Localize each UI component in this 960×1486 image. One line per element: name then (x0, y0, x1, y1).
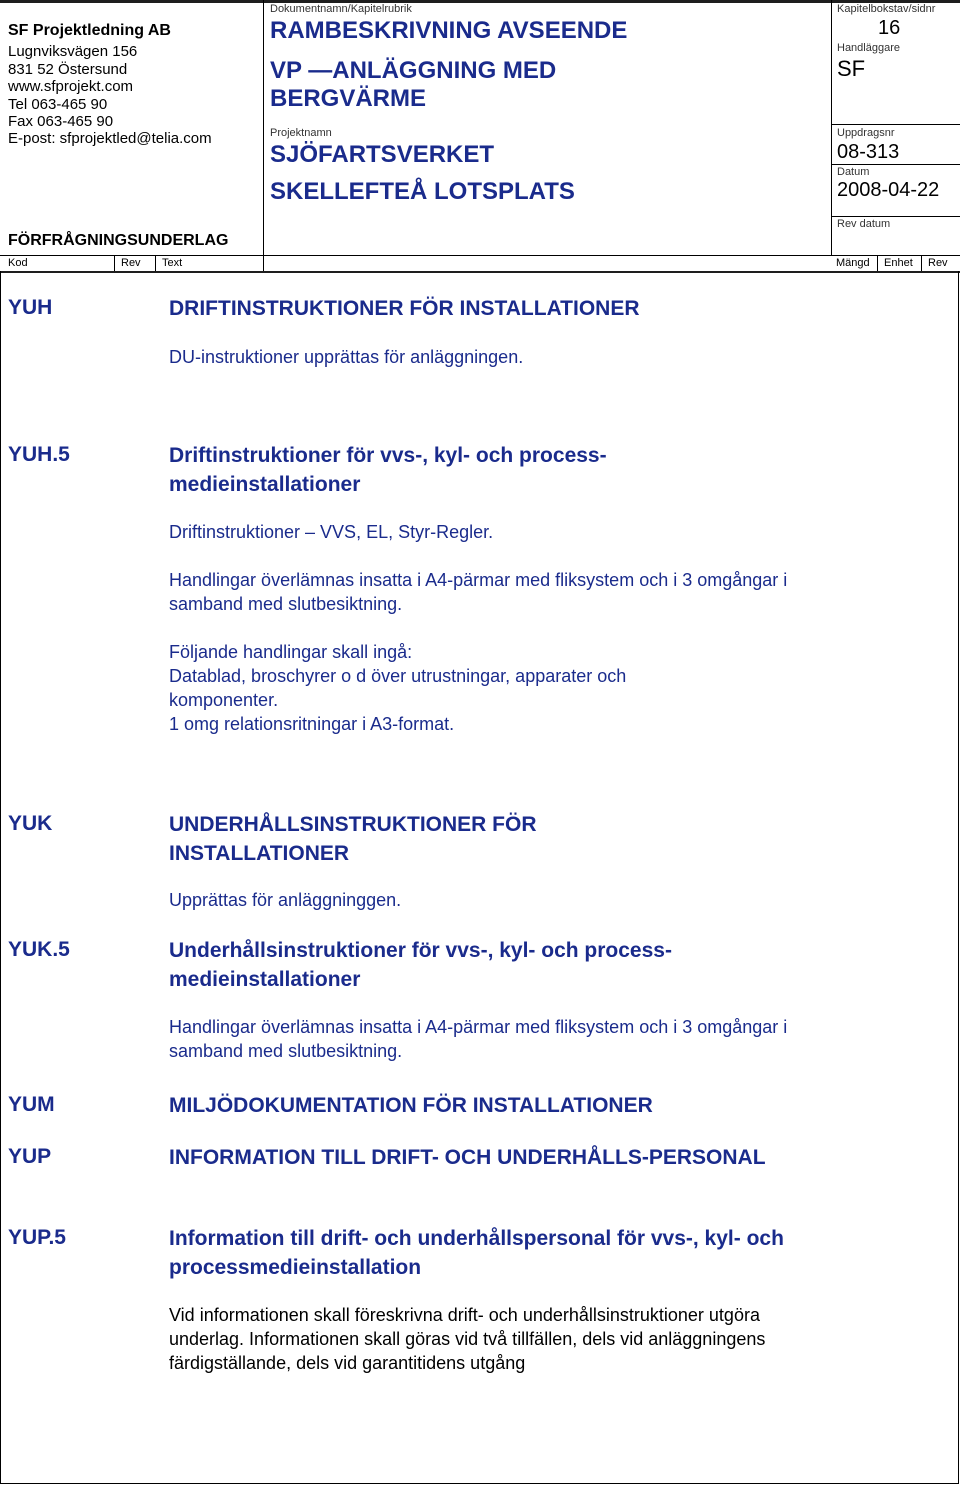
col-rev: Rev (121, 257, 141, 269)
section-text-yuh5-p2: Handlingar överlämnas insatta i A4-pärmar med fliksystem och i 3 omgångar i samband med slutbesiktning. (169, 570, 788, 614)
handler-value: SF (837, 56, 866, 81)
section-title-yup: INFORMATION TILL DRIFT- OCH UNDERHÅLLS-PERSONAL (169, 1146, 766, 1169)
col-sep-1 (114, 255, 115, 272)
col-enhet: Enhet (884, 257, 913, 269)
date-value: 2008-04-22 (837, 179, 940, 201)
section-title-yum: MILJÖDOKUMENTATION FÖR INSTALLATIONER (169, 1094, 653, 1117)
company-address: Lugnviksvägen 156 (8, 43, 138, 60)
section-title-yuk5: Underhållsinstruktioner för vvs-, kyl- och process-medieinstallationer (169, 939, 672, 991)
rev-date-label: Rev datum (837, 218, 891, 230)
column-row-top-rule (0, 255, 960, 256)
header-top-rule (0, 0, 960, 3)
section-code-yuk5: YUK.5 (8, 938, 70, 961)
section-code-yum: YUM (8, 1093, 55, 1116)
company-city: 831 52 Östersund (8, 61, 128, 78)
header-divider-right (831, 0, 832, 256)
doc-name-line1: RAMBESKRIVNING AVSEENDE (270, 17, 628, 44)
section-title-yup5: Information till drift- och underhållspersonal för vvs-, kyl- och processmedieinstallation (169, 1227, 784, 1279)
section-text-yuh: DU-instruktioner upprättas för anläggningen. (169, 347, 524, 367)
header-divider-left (263, 0, 264, 272)
assignment-value: 08-313 (837, 141, 900, 163)
doc-name-label: Dokumentnamn/Kapitelrubrik (270, 3, 412, 15)
section-title-yuh5: Driftinstruktioner för vvs-, kyl- och process-medieinstallationer (169, 444, 607, 496)
section-text-yup5: Vid informationen skall föreskrivna drift- och underhållsinstruktioner utgöra underlag. Informationen skall göras vid två tillfällen, dels vid anläggningens färdigställande, dels vid garantitidens utgång (169, 1305, 766, 1373)
rule-after-assignment (831, 164, 960, 165)
body-frame-bottom (0, 1483, 959, 1484)
col-rev2: Rev (928, 257, 948, 269)
project-label: Projektnamn (270, 127, 332, 139)
company-email: E-post: sfprojektled@telia.com (8, 130, 212, 147)
section-text-yuk: Upprättas för anläggninggen. (169, 890, 402, 910)
section-text-yuh5-p3c: 1 omg relationsritningar i A3-format. (169, 714, 455, 734)
col-text: Text (162, 257, 183, 269)
chapter-page-label: Kapitelbokstav/sidnr (837, 3, 936, 15)
date-label: Datum (837, 166, 870, 178)
rule-after-date (831, 216, 960, 217)
company-name: SF Projektledning AB (8, 22, 171, 39)
company-fax: Fax 063-465 90 (8, 113, 114, 130)
section-code-yup: YUP (8, 1145, 52, 1168)
section-text-yuh5-p3b: Datablad, broschyrer o d över utrustningar, apparater och komponenter. (169, 666, 627, 710)
doc-name-line2: VP —ANLÄGGNING MED (270, 57, 557, 84)
section-code-yuk: YUK (8, 812, 53, 835)
header-bottom-rule (0, 271, 960, 273)
section-text-yuh5-p3a: Följande handlingar skall ingå: (169, 642, 413, 662)
body-frame-right (958, 271, 959, 1484)
doc-name-line3: BERGVÄRME (270, 85, 427, 112)
col-kod: Kod (8, 257, 28, 269)
col-sep-4 (921, 255, 922, 272)
section-code-yuh: YUH (8, 296, 53, 319)
section-text-yuk5: Handlingar överlämnas insatta i A4-pärmar med fliksystem och i 3 omgångar i samband med slutbesiktning. (169, 1017, 788, 1061)
section-code-yuh5: YUH.5 (8, 443, 70, 466)
chapter-page-value: 16 (878, 17, 901, 39)
section-title-yuh: DRIFTINSTRUKTIONER FÖR INSTALLATIONER (169, 297, 640, 320)
section-text-yuh5-p1: Driftinstruktioner – VVS, EL, Styr-Regler. (169, 522, 494, 542)
handler-label: Handläggare (837, 42, 900, 54)
rule-after-handler (831, 124, 960, 125)
company-web: www.sfprojekt.com (8, 78, 134, 95)
section-title-yuk: UNDERHÅLLSINSTRUKTIONER FÖR INSTALLATIONER (169, 813, 537, 865)
assignment-label: Uppdragsnr (837, 127, 895, 139)
body-frame-left (0, 271, 1, 1484)
document-type: FÖRFRÅGNINGSUNDERLAG (8, 232, 229, 249)
project-line1: SJÖFARTSVERKET (270, 141, 495, 168)
company-tel: Tel 063-465 90 (8, 96, 108, 113)
col-sep-3 (877, 255, 878, 272)
col-mangd: Mängd (836, 257, 870, 269)
project-line2: SKELLEFTEÅ LOTSPLATS (270, 178, 575, 205)
section-code-yup5: YUP.5 (8, 1226, 66, 1249)
col-sep-2 (155, 255, 156, 272)
